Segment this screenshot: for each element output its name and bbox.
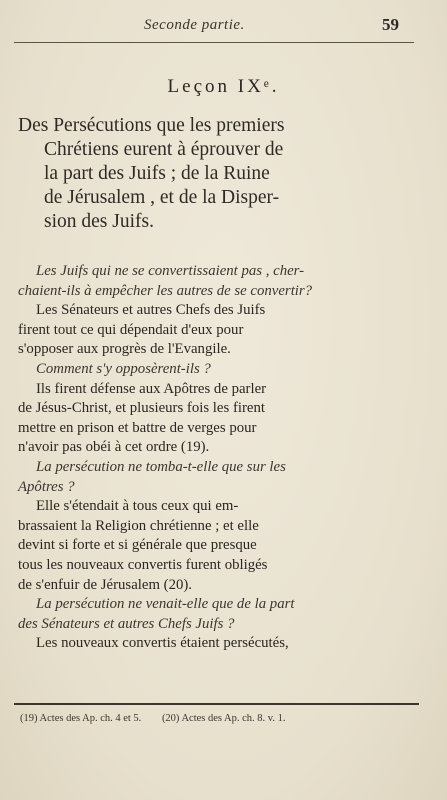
question-line: Comment s'y opposèrent-ils ? <box>36 360 211 377</box>
heading-line: Chrétiens eurent à éprouver de <box>44 139 284 160</box>
answer-line: mettre en prison et battre de verges pour <box>18 419 257 436</box>
question-line: Les Juifs qui ne se convertissaient pas , cher- <box>36 263 305 279</box>
heading-line: de Jérusalem , et de la Disper- <box>44 187 280 208</box>
answer-line: Ils firent défense aux Apôtres de parler <box>36 380 267 397</box>
answer-line: Les Sénateurs et autres Chefs des Juifs <box>36 302 266 319</box>
answer-line: de s'enfuir de Jérusalem (20). <box>18 576 193 593</box>
heading-line: la part des Juifs ; de la Ruine <box>44 163 270 184</box>
question-line: chaient-ils à empêcher les autres de se convertir? <box>18 282 313 299</box>
footnote-20: (20) Actes des Ap. ch. 8. v. 1. <box>161 713 286 724</box>
running-title: Seconde partie. <box>144 17 245 33</box>
answer-line: firent tout ce qui dépendait d'eux pour <box>18 321 244 338</box>
heading-line: Des Persécutions que les premiers <box>18 115 285 136</box>
answer-line: tous les nouveaux convertis furent obligés <box>18 556 268 573</box>
answer-line: Elle s'étendait à tous ceux qui em- <box>36 498 239 515</box>
question-line: des Sénateurs et autres Chefs Juifs ? <box>18 615 235 632</box>
chapter-heading <box>18 114 414 234</box>
footnotes <box>20 713 415 724</box>
answer-line: s'opposer aux progrès de l'Evangile. <box>18 341 231 358</box>
footnote-rule <box>14 703 419 705</box>
question-line: La persécution ne tomba-t-elle que sur les <box>36 458 286 475</box>
question-line: La persécution ne venait-elle que de la part <box>36 596 295 613</box>
question-line: Apôtres ? <box>18 478 75 495</box>
answer-line: devint si forte et si générale que presque <box>18 537 257 554</box>
running-head <box>14 14 414 36</box>
page-number: 59 <box>382 15 399 34</box>
footnote-19: (19) Actes des Ap. ch. 4 et 5. <box>20 713 142 724</box>
answer-line: de Jésus-Christ, et plusieurs fois les firent <box>18 400 265 417</box>
lesson-title: Leçon IXᵉ. <box>167 76 280 97</box>
answer-line: Les nouveaux convertis étaient persécutés, <box>36 635 289 652</box>
body-text <box>18 262 414 654</box>
header-rule <box>14 42 414 43</box>
answer-line: n'avoir pas obéi à cet ordre (19). <box>18 439 210 456</box>
heading-line: sion des Juifs. <box>44 211 154 232</box>
answer-line: brassaient la Religion chrétienne ; et elle <box>18 517 259 534</box>
